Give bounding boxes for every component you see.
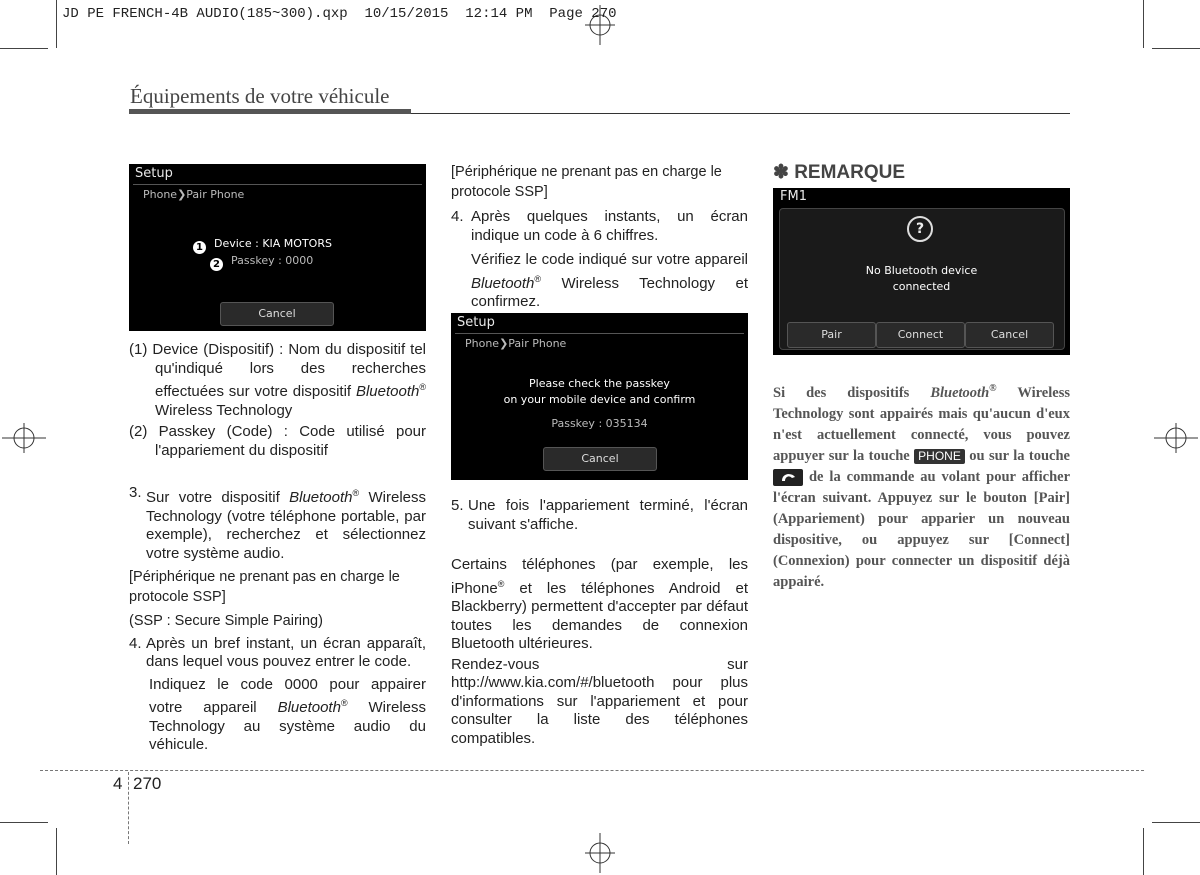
step-4-sub-paragraph [129, 676, 426, 755]
step-5-text: Une fois l'appariement terminé, l'écran suivant s'affiche. [468, 497, 748, 533]
step-4-paragraph [129, 635, 426, 672]
wireless-tech-text: Wireless Technology [155, 401, 293, 419]
message-line-1: Please check the passkey [529, 377, 670, 390]
cancel-button[interactable]: Cancel [220, 302, 334, 326]
crop-mark [1143, 0, 1144, 48]
bluetooth-word: Bluetooth [930, 384, 990, 401]
chapter-title: Équipements de votre véhicule [130, 84, 390, 108]
crop-mark [56, 0, 57, 48]
step-4-number: 4. [129, 634, 142, 652]
breadcrumb: Phone❯Pair Phone [465, 337, 567, 350]
step-4b-number: 4. [451, 208, 464, 225]
passkey: Passkey : 035134 [551, 417, 648, 430]
ssp-note: [Périphérique ne prenant pas en charge le protocole SSP] [129, 569, 400, 605]
breadcrumb: Phone❯Pair Phone [143, 188, 245, 201]
message-line-1: No Bluetooth device [865, 264, 978, 277]
phones-text-a: Certains téléphones (par exemple, les iPhone [451, 556, 748, 597]
column-2-bottom [451, 497, 748, 748]
screen-divider [455, 333, 744, 334]
verify-paragraph [451, 251, 748, 312]
remark-text-d: de la commande au volant pour afficher l'écran suivant. Appuyez sur le bouton [Pair] (Appariement) pour apparier un nouveau dispositive, ou appuyez sur [Connect] (Connexion) pour connecter un dispositif déjà appairé. [773, 468, 1070, 590]
crop-mark [1143, 828, 1144, 875]
registered-mark: ® [419, 382, 426, 392]
connect-button[interactable]: Connect [876, 322, 965, 348]
screen-divider [133, 184, 422, 185]
file-info-line: JD PE FRENCH-4B AUDIO(185~300).qxp 10/15/2015 12:14 PM Page 270 [62, 6, 617, 22]
bluetooth-word: Bluetooth [471, 274, 535, 292]
remark-text [773, 378, 1070, 593]
remark-text-b: Wireless Technology sont appairés mais qu'aucun d'eux n'est actuellement connecté, vous pouvez appuyer sur la touche [773, 384, 1070, 464]
remark-text-c: ou sur la touche [964, 447, 1070, 464]
bluetooth-word: Bluetooth [355, 383, 420, 400]
item-1-paragraph [129, 341, 426, 420]
crop-mark [56, 828, 57, 875]
registered-mark: ® [340, 698, 348, 708]
pair-phone-screen [129, 164, 426, 331]
column-2-top [451, 162, 748, 312]
bluetooth-word: Bluetooth [289, 489, 353, 506]
footer-dashed-rule [40, 770, 1144, 771]
registered-mark: ® [352, 488, 360, 498]
title-underline-thick [129, 109, 411, 114]
pair-button[interactable]: Pair [787, 322, 876, 348]
ssp-definition: (SSP : Secure Simple Pairing) [129, 613, 323, 629]
step-3-text-a: Sur votre dispositif [146, 489, 280, 506]
device-name: Device : KIA MOTORS [214, 237, 332, 250]
callout-marker-1: 1 [193, 241, 206, 254]
no-device-screen [773, 188, 1070, 355]
step-4-sub-b: Wireless Technology au système audio du véhicule. [149, 699, 427, 753]
confirm-passkey-screen [451, 313, 748, 480]
verify-text-a: Vérifiez le code indiqué sur votre appareil [471, 251, 748, 268]
call-key-icon [773, 469, 803, 486]
callout-marker-2: 2 [210, 258, 223, 271]
question-icon: ? [907, 216, 933, 242]
phones-text-b: et les téléphones Android et Blackberry) permettent d'accepter par défaut toutes les demandes de connexion Bluetooth ultérieures. [451, 579, 748, 652]
item-2-paragraph: (2) Passkey (Code) : Code utilisé pour l'appariement du dispositif [129, 423, 426, 459]
crop-mark [0, 822, 48, 823]
step-3-paragraph [129, 484, 426, 563]
cancel-button[interactable]: Cancel [965, 322, 1054, 348]
screen-title: Setup [457, 315, 495, 330]
screen-title: Setup [135, 166, 173, 181]
cancel-button[interactable]: Cancel [543, 447, 657, 471]
website-paragraph: Rendez-vous sur http://www.kia.com/#/bluetooth pour plus d'informations sur l'appariement et pour consulter la liste des téléphones compatibles. [451, 655, 748, 747]
chapter-number: 4 [113, 774, 123, 793]
ssp-note: [Périphérique ne prenant pas en charge le protocole SSP] [451, 164, 722, 200]
registered-mark: ® [534, 273, 542, 284]
remark-heading: ✽ REMARQUE [773, 162, 906, 183]
step-4-sub-a: Indiquez le code 0000 pour appairer votre appareil [149, 675, 426, 716]
step-4-text: Après un bref instant, un écran apparaît, dans lequel vous pouvez entrer le code. [146, 634, 426, 670]
page-number: 270 [133, 774, 162, 793]
step-4b-text: Après quelques instants, un écran indique un code à 6 chiffres. [471, 208, 748, 244]
crop-mark [1152, 48, 1200, 49]
column-1 [129, 341, 426, 755]
message-line-2: on your mobile device and confirm [503, 393, 696, 406]
verify-text-b: Wireless Technology et confirmez. [471, 274, 748, 310]
title-rule [411, 113, 1070, 114]
bluetooth-word: Bluetooth [277, 699, 341, 716]
registered-mark: ® [989, 383, 997, 394]
step-3-number: 3. [129, 484, 142, 501]
message-line-2: connected [892, 280, 951, 293]
step-3-text-b: Wireless Technology (votre téléphone portable, par exemple), recherchez et sélectionnez votre système audio. [146, 489, 427, 562]
step-5-paragraph [451, 497, 748, 534]
registration-mark-left [2, 423, 46, 453]
screen-title: FM1 [780, 189, 807, 204]
footer-dashed-vertical [128, 772, 129, 844]
step-5-number: 5. [451, 497, 464, 514]
remark-text-a: Si des dispositifs [773, 384, 910, 401]
passkey: Passkey : 0000 [231, 254, 314, 267]
item-1-text: (1) Device (Dispositif) : Nom du dispositif tel qu'indiqué lors des recherches effectuées sur votre dispositif [129, 341, 426, 400]
phones-paragraph [451, 556, 748, 654]
registration-mark-right [1154, 423, 1198, 453]
registered-mark: ® [497, 578, 505, 589]
step-4b-paragraph [451, 208, 748, 245]
phone-key-badge: PHONE [914, 449, 965, 464]
crop-mark [0, 48, 48, 49]
crop-mark [1152, 822, 1200, 823]
registration-mark-bottom [585, 833, 615, 873]
